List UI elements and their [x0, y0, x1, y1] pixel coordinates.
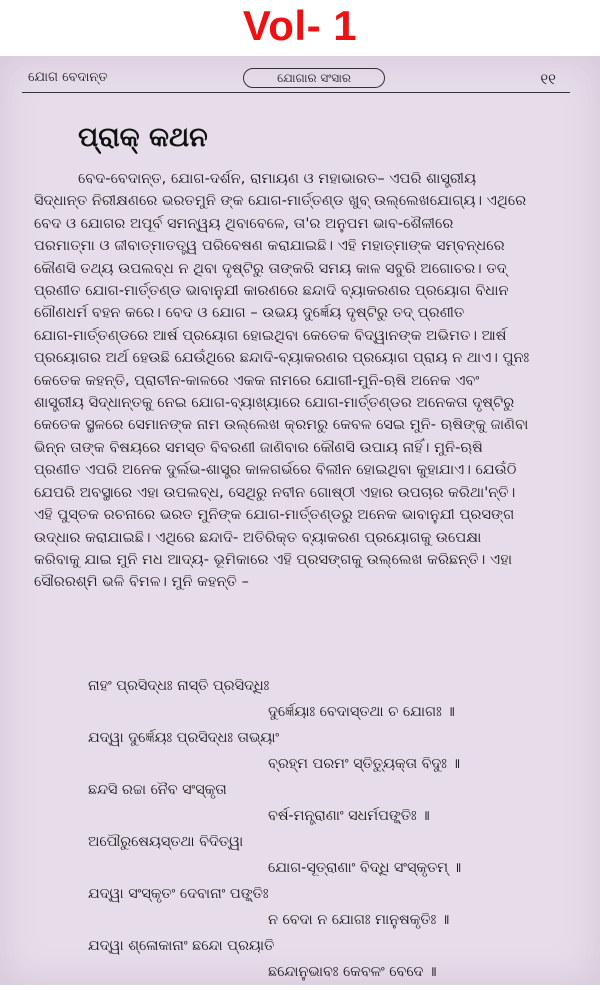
- paragraph-line: ଶାସ୍ତ୍ରୀୟ ସିଦ୍ଧାନ୍ତକୁ ନେଇ ଯୋଗ-ବ୍ୟାଖ୍ୟାରେ ଯୋଗ-ମାର୍ତ୍ତଣ୍ଡର ଅନେକତା ଦୃଷ୍ଟିରୁ: [34, 394, 515, 412]
- volume-label: Vol- 1: [242, 2, 358, 49]
- page-number: ୧୧: [540, 70, 556, 88]
- paragraph-line: ବେଦ-ବେଦାନ୍ତ, ଯୋଗ-ଦର୍ଶନ, ରାମାୟଣ ଓ ମହାଭାରତ– ଏପରି ଶାସ୍ତ୍ରୀୟ: [78, 170, 477, 187]
- verse-block: [40, 678, 550, 990]
- paragraph-line: ପ୍ରଣୀତ ଏପରି ଅନେକ ଦୁର୍ଲଭ-ଶାସ୍ତ୍ର କାଳଗର୍ଭରେ ବିଲୀନ ହୋଇଥିବା କୁହାଯାଏ। ଯେଉଁଠି: [34, 461, 517, 479]
- paragraph-line: ସିଦ୍ଧାନ୍ତ ନିରୀକ୍ଷଣରେ ଭରତମୁନି ଙ୍କ ଯୋଗ-ମାର୍ତ୍ତଣ୍ଡ ଖୁବ୍ ଉଲ୍ଲେଖଯୋଗ୍ୟ। ଏଥିରେ: [34, 192, 527, 210]
- verse-line: ଯଦ୍ୱା ଦୁର୍ଜ୍ଞେୟଃ ପ୍ରସିଦ୍ଧଃ ତାଭ୍ୟାଂ: [88, 730, 280, 746]
- verse-line: ବର୍ଷ-ମନ୍ତ୍ରାଣାଂ ସଧର୍ମପଙ୍କ୍ତିଃ ॥: [268, 808, 430, 824]
- paragraph-line: ଉଦ୍ଧାର କରାଯାଇଛି। ଏଥିରେ ଛନ୍ଦାଦି- ଅତିରିକ୍ତ ବ୍ୟାକରଣ ପ୍ରୟୋଗକୁ ଉପେକ୍ଷା: [34, 528, 482, 546]
- body-paragraph: [34, 168, 569, 594]
- verse-line: ଦୁର୍ଜ୍ଞେୟାଃ ବେଦାସ୍ତଥା ଚ ଯୋଗଃ ॥: [268, 704, 455, 720]
- paragraph-line: ପ୍ରଣୀତ ଯୋଗ-ମାର୍ତ୍ତଣ୍ଡ ଭାବାନୁଯୀ କାରଣରେ ଛନ୍ଦାଦି ବ୍ୟାକରଣର ପ୍ରୟୋଗ ବିଧାନ: [34, 282, 509, 300]
- verse-line: ଯୋଗ-ସୂତ୍ରାଣାଂ ବିଦ୍ଧି ସଂସ୍କୃତମ୍ ॥: [268, 860, 462, 876]
- paragraph-line: କେତେକ ସ୍ଥଳରେ ସେମାନଙ୍କ ନାମ ଉଲ୍ଲେଖ କ୍ରମରୁ କେବଳ ସେଇ ମୁନି- ଋଷିଙ୍କୁ ଜାଣିବା: [34, 416, 529, 434]
- paragraph-line: କୌଣସି ତଥ୍ୟ ଉପଲବ୍ଧ ନ ଥିବା ଦୃଷ୍ଟିରୁ ତାଙ୍କରି ସମୟ କାଳ ସବୁରି ଅଗୋଚର। ତଦ୍: [34, 259, 507, 277]
- paragraph-line: କରିବାକୁ ଯାଇ ମୁନି ମଧ ଆଦ୍ୟ- ଭୂମିକାରେ ଏହି ପ୍ରସଙ୍ଗକୁ ଉଲ୍ଲେଖ କରିଛନ୍ତି। ଏହା: [34, 550, 513, 568]
- paragraph-line: ଏହି ପୁସ୍ତକ ରଚନାରେ ଭରତ ମୁନିଙ୍କ ଯୋଗ-ମାର୍ତ୍ତଣ୍ଡରୁ ଅନେକ ଭାବାନୁଯୀ ପ୍ରସଙ୍ଗ: [34, 506, 515, 524]
- verse-line: ଅପୌରୁଷେୟସ୍ତଥା ବିଦିତ୍ୱା: [88, 834, 244, 850]
- verse-line: ଯଦ୍ୱା ସଂସ୍କୃତଂ ଦେବାନାଂ ପଙ୍କ୍ତିଃ: [88, 886, 269, 902]
- paragraph-line: ପ୍ରୟୋଗର ଅର୍ଥ ହେଉଛି ଯେଉଁଥିରେ ଛନ୍ଦାଦି-ବ୍ୟାକରଣର ପ୍ରୟୋଗ ପ୍ରାୟ ନ ଥାଏ। ପୁନଃ: [34, 349, 530, 367]
- verse-line: ଯଦ୍ୱା ଶ୍ଳୋକାନାଂ ଛନ୍ଦୋ ପ୍ରୟାତି: [88, 938, 275, 954]
- volume-banner: [0, 0, 600, 62]
- running-head: [28, 68, 556, 90]
- paragraph-line: ଗୌଣଧର୍ମ ବହନ କରେ। ବେଦ ଓ ଯୋଗ – ଉଭୟ ଦୁର୍ଜ୍ଞେୟ ଦୃଷ୍ଟିରୁ ତଦ୍ ପ୍ରଣୀତ: [34, 304, 465, 322]
- verse-line: ବ୍ରହ୍ମ ପରମଂ ସ୍ତିତ୍ୟୁକ୍ତା ବିଦୁଃ ॥: [268, 756, 460, 772]
- verse-line: ନ ବେଦା ନ ଯୋଗଃ ମାନୁଷକୃତିଃ ॥: [268, 912, 450, 928]
- paragraph-line: ଯେପରି ଅବସ୍ଥାରେ ଏହା ଉପଲବ୍ଧ, ସେଥିରୁ ନବୀନ ଗୋଷ୍ଠୀ ଏହାର ଉପଚାର କରିଥା'ନ୍ତି।: [34, 483, 516, 501]
- section-title: ପ୍ରାକ୍ କଥନ: [78, 122, 208, 153]
- verse-line: ନାହଂ ପ୍ରସିଦ୍ଧଃ ନାସ୍ତି ପ୍ରସିଦ୍ଧିଃ: [88, 678, 270, 694]
- running-head-chapter-title: ଯୋଗାର ସଂସାର: [243, 68, 385, 88]
- book-page: [0, 56, 600, 985]
- running-head-book-title: ଯୋଗ ବେଦାନ୍ତ: [28, 70, 108, 85]
- paragraph-line: ପରମାତ୍ମା ଓ ଜୀବାତ୍ମାତତ୍ତ୍ୱ ପରିବେଷଣ କରାଯାଇଛି। ଏହି ମହାତ୍ମାଙ୍କ ସମ୍ବନ୍ଧରେ: [34, 237, 505, 255]
- paragraph-line: ଯୋଗ-ମାର୍ତ୍ତଣ୍ଡରେ ଆର୍ଷ ପ୍ରୟୋଗ ହୋଇଥିବା କେତେକ ବିଦ୍ୱାନଙ୍କ ଅଭିମତ। ଆର୍ଷ: [34, 326, 507, 344]
- paragraph-line: କେତେକ କହନ୍ତି, ପ୍ରାଚୀନ-କାଳରେ ଏକକ ନାମରେ ଯୋଗୀ-ମୁନି-ଋଷି ଅନେକ ଏବଂ: [34, 371, 480, 389]
- paragraph-line: ସୌରରଶ୍ମି ଭଳି ବିମଳ। ମୁନି କହନ୍ତି –: [34, 573, 249, 591]
- paragraph-line: ଭିନ୍ନ ତାଙ୍କ ବିଷୟରେ ସମସ୍ତ ବିବରଣୀ ଜାଣିବାର କୌଣସି ଉପାୟ ନାହିଁ। ମୁନି-ଋଷି: [34, 438, 483, 456]
- paragraph-line: ବେଦ ଓ ଯୋଗର ଅପୂର୍ବ ସମନ୍ୱୟ ଥିବାବେଳେ, ତା'ର ଅନୁପମ ଭାବ-ଶୈଳୀରେ: [34, 214, 454, 232]
- header-rule: [22, 92, 570, 93]
- verse-line: ଛନ୍ଦୋନୁଭାବଃ କେବଳଂ ବେଦେ ॥: [268, 964, 437, 980]
- verse-line: ଛନ୍ଦସି ରଚ୍ଚା ନୈବ ସଂସ୍କୃତା: [88, 782, 227, 798]
